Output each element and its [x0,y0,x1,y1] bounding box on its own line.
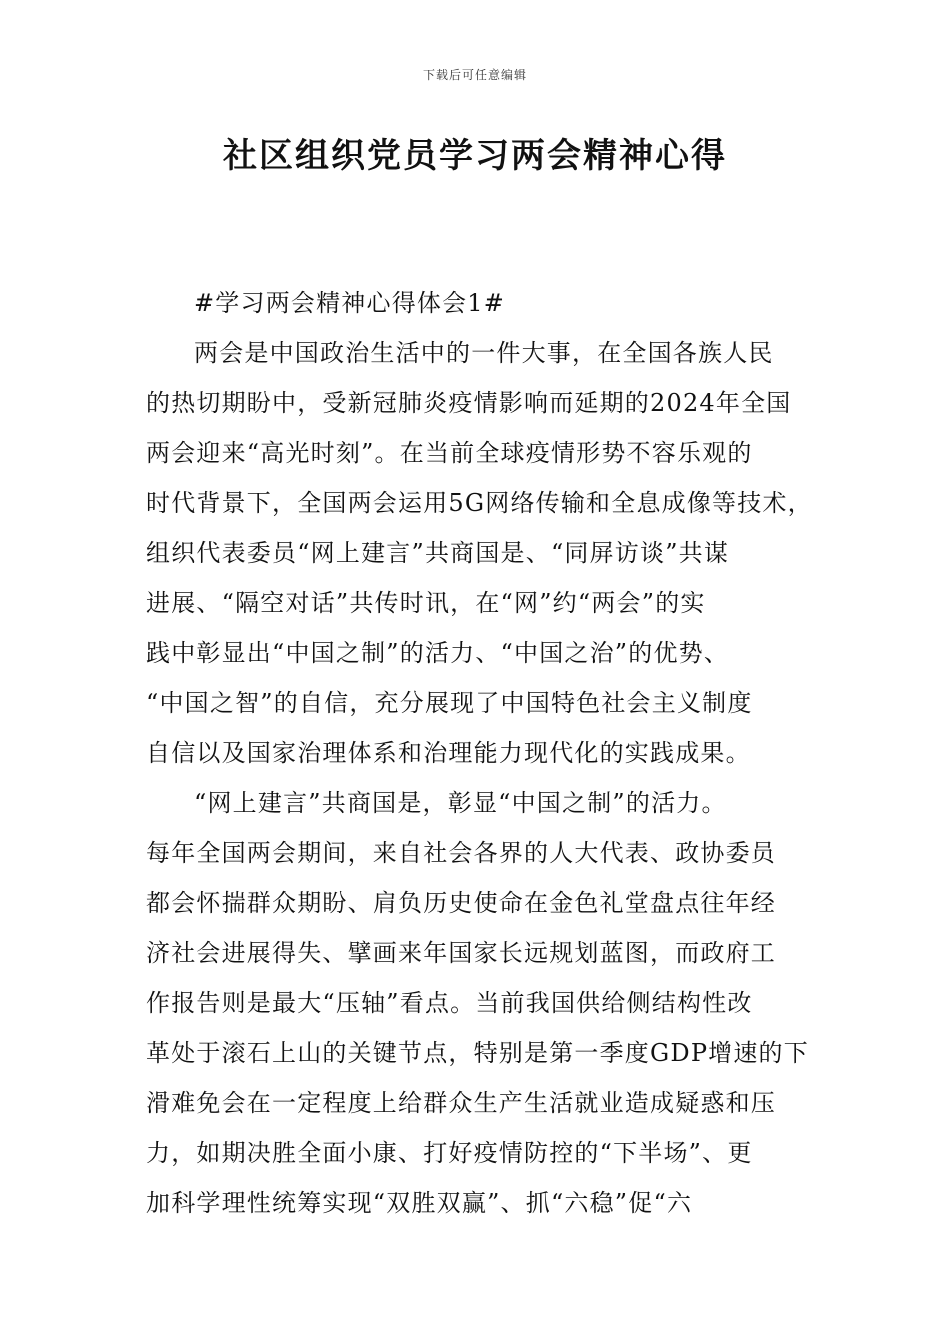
paragraph-line: 的热切期盼中，受新冠肺炎疫情影响而延期的2024年全国 [146,389,792,417]
document-body [146,278,826,1228]
paragraph-line: 两会迎来“高光时刻”。在当前全球疫情形势不容乐观的 [146,439,753,467]
paragraph-line: 两会是中国政治生活中的一件大事，在全国各族人民 [194,339,774,367]
paragraph-line: “网上建言”共商国是，彰显“中国之制”的活力。 [194,789,727,817]
paragraph-1 [146,328,826,778]
paragraph-line: 济社会进展得失、擘画来年国家长远规划蓝图，而政府工 [146,939,776,967]
paragraph-line: 革处于滚石上山的关键节点，特别是第一季度GDP增速的下 [146,1039,809,1067]
paragraph-line: 时代背景下，全国两会运用5G网络传输和全息成像等技术， [146,489,813,517]
download-note: 下载后可任意编辑 [422,68,527,82]
paragraph-line: 加科学理性统筹实现“双胜双赢”、抓“六稳”促“六 [146,1189,693,1217]
paragraph-line: 力，如期决胜全面小康、打好疫情防控的“下半场”、更 [146,1139,753,1167]
paragraph-line: 进展、“隔空对话”共传时讯，在“网”约“两会”的实 [146,589,706,617]
paragraph-line: 自信以及国家治理体系和治理能力现代化的实践成果。 [146,739,751,767]
paragraph-line: 滑难免会在一定程度上给群众生产生活就业造成疑惑和压 [146,1089,776,1117]
paragraph-2 [146,778,826,1228]
document-title: 社区组织党员学习两会精神心得 [223,136,727,176]
paragraph-line: 都会怀揣群众期盼、肩负历史使命在金色礼堂盘点往年经 [146,889,776,917]
paragraph-line: 组织代表委员“网上建言”共商国是、“同屏访谈”共谋 [146,539,730,567]
paragraph-line: 作报告则是最大“压轴”看点。当前我国供给侧结构性改 [146,989,753,1017]
paragraph-line: 每年全国两会期间，来自社会各界的人大代表、政协委员 [146,839,776,867]
paragraph-line: “中国之智”的自信，充分展现了中国特色社会主义制度 [146,689,753,717]
section-subheading: #学习两会精神心得体会1# [194,289,506,317]
paragraph-line: 践中彰显出“中国之制”的活力、“中国之治”的优势、 [146,639,730,667]
